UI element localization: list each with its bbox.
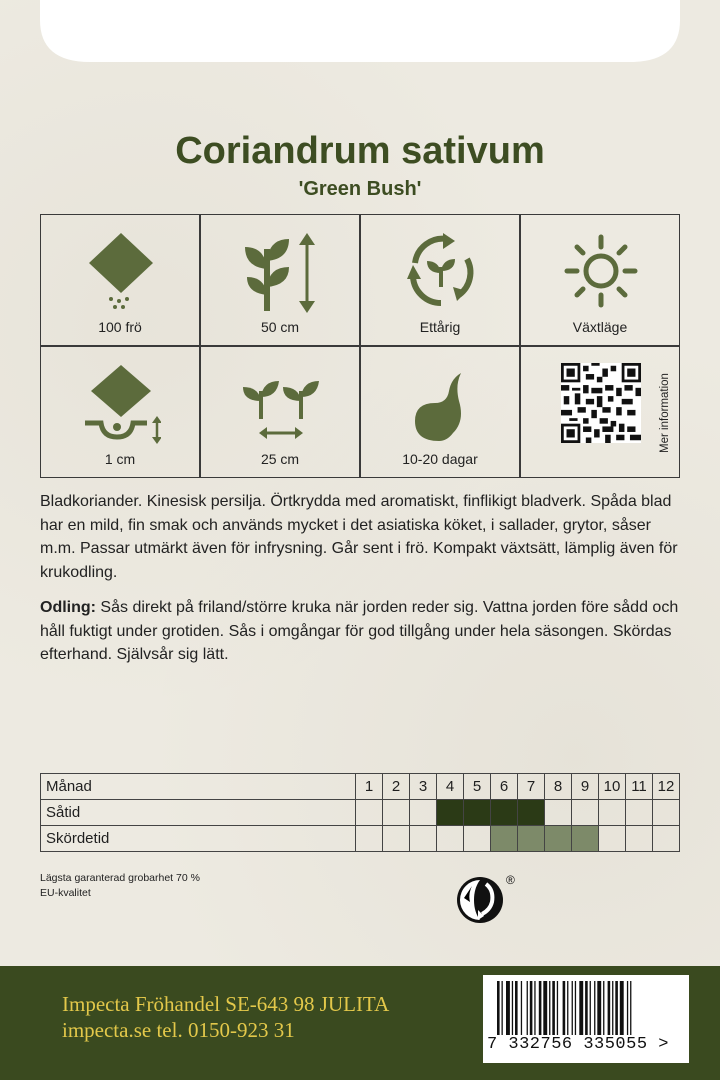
eu-quality: EU-kvalitet bbox=[40, 887, 91, 899]
germination-cell bbox=[360, 346, 520, 478]
month-cell: 10 bbox=[599, 774, 626, 800]
month-cell: 9 bbox=[572, 774, 599, 800]
variety-subtitle: 'Green Bush' bbox=[298, 178, 422, 200]
light-label: Växtläge bbox=[572, 319, 628, 335]
plant-spacing-cell bbox=[200, 346, 360, 478]
barcode-bar bbox=[527, 981, 528, 1035]
cultivation-text: Sås direkt på friland/större kruka när jorden reder sig. Vattna jorden före sådd och håll fuktigt under grotiden. Sås i omgångar för god tillgång under hela säsongen. Skördas efterhand. Självsår sig lätt. bbox=[40, 599, 679, 663]
sun-icon bbox=[561, 229, 641, 313]
harvest-cell bbox=[599, 826, 626, 852]
barcode-bar bbox=[590, 981, 591, 1035]
sow-cell bbox=[437, 800, 464, 826]
barcode-bar bbox=[603, 981, 604, 1035]
hang-tab-cutout bbox=[0, 0, 720, 90]
sow-header: Såtid bbox=[41, 800, 356, 826]
calendar-sow-row bbox=[41, 800, 680, 826]
harvest-cell bbox=[545, 826, 572, 852]
description-paragraph: Bladkoriander. Kinesisk persilja. Örtkrydda med aromatiskt, finflikigt bladverk. Spåda blad har en mild, fin smak och används mycket i det asiatiska köket, i sallader, grytor, såser m.m. Passar utmärkt även för infrysning. Går sent i frö. Kompakt växtsätt, lämplig även för krukodling. bbox=[40, 493, 678, 581]
harvest-cell bbox=[653, 826, 680, 852]
barcode-bar bbox=[515, 981, 518, 1035]
month-cell: 3 bbox=[410, 774, 437, 800]
green-dot-recycle-icon bbox=[456, 872, 516, 926]
calendar-month-row bbox=[41, 774, 680, 800]
barcode-bar bbox=[597, 981, 601, 1035]
barcode-bar bbox=[521, 981, 522, 1035]
barcode-bar bbox=[552, 981, 555, 1035]
harvest-cell bbox=[572, 826, 599, 852]
seed-count-cell bbox=[40, 214, 200, 346]
month-cell: 6 bbox=[491, 774, 518, 800]
sowing-depth-icon bbox=[81, 361, 161, 445]
barcode-bar bbox=[585, 981, 588, 1035]
month-header: Månad bbox=[41, 774, 356, 800]
barcode-bar bbox=[575, 981, 576, 1035]
barcode-bar bbox=[608, 981, 611, 1035]
company-address: Impecta Fröhandel SE-643 98 JULITA bbox=[62, 992, 390, 1016]
plant-spacing-label: 25 cm bbox=[260, 451, 300, 467]
germination-label: 10-20 dagar bbox=[402, 451, 478, 467]
sow-cell bbox=[383, 800, 410, 826]
barcode-bar bbox=[512, 981, 513, 1035]
sow-cell bbox=[626, 800, 653, 826]
barcode-bar bbox=[579, 981, 583, 1035]
sow-cell bbox=[653, 800, 680, 826]
germination-guarantee: Lägsta garanterad grobarhet 70 % bbox=[40, 872, 200, 884]
barcode-bar bbox=[620, 981, 624, 1035]
plant-height-cell bbox=[200, 214, 360, 346]
barcode-bar bbox=[630, 981, 631, 1035]
sow-cell bbox=[545, 800, 572, 826]
lifecycle-cell bbox=[360, 214, 520, 346]
sow-cell bbox=[491, 800, 518, 826]
month-cell: 11 bbox=[626, 774, 653, 800]
sowing-calendar bbox=[40, 773, 680, 852]
month-cell: 8 bbox=[545, 774, 572, 800]
harvest-cell bbox=[518, 826, 545, 852]
product-barcode bbox=[483, 975, 689, 1063]
cultivation-paragraph bbox=[40, 596, 680, 667]
lifecycle-label: Ettårig bbox=[419, 319, 461, 335]
barcode-icon bbox=[483, 975, 689, 1037]
month-cell: 5 bbox=[464, 774, 491, 800]
product-description bbox=[40, 490, 680, 679]
sow-cell bbox=[356, 800, 383, 826]
sow-cell bbox=[464, 800, 491, 826]
species-title: Coriandrum sativum bbox=[175, 130, 545, 172]
annual-cycle-icon bbox=[401, 229, 481, 313]
barcode-bar bbox=[612, 981, 613, 1035]
calendar-harvest-row bbox=[41, 826, 680, 852]
harvest-cell bbox=[410, 826, 437, 852]
barcode-bar bbox=[563, 981, 566, 1035]
cultivation-heading: Odling: bbox=[40, 599, 96, 616]
harvest-header: Skördetid bbox=[41, 826, 356, 852]
harvest-cell bbox=[437, 826, 464, 852]
barcode-bar bbox=[539, 981, 542, 1035]
barcode-bar bbox=[572, 981, 573, 1035]
barcode-bar bbox=[557, 981, 558, 1035]
barcode-bar bbox=[549, 981, 550, 1035]
sowing-depth-label: 1 cm bbox=[104, 451, 136, 467]
month-cell: 4 bbox=[437, 774, 464, 800]
company-contact: impecta.se tel. 0150-923 31 bbox=[62, 1018, 295, 1042]
seed-packet-icon bbox=[81, 229, 161, 313]
plant-height-icon bbox=[241, 229, 321, 313]
barcode-bar bbox=[627, 981, 628, 1035]
barcode-bar bbox=[534, 981, 535, 1035]
harvest-cell bbox=[464, 826, 491, 852]
barcode-number: 7 332756 335055 > bbox=[487, 1035, 669, 1054]
harvest-cell bbox=[491, 826, 518, 852]
seed-count-label: 100 frö bbox=[98, 319, 142, 335]
qr-cell[interactable] bbox=[520, 346, 680, 478]
barcode-bar bbox=[497, 981, 500, 1035]
plant-height-label: 50 cm bbox=[260, 319, 300, 335]
sow-cell bbox=[410, 800, 437, 826]
sow-cell bbox=[599, 800, 626, 826]
qr-code-icon[interactable] bbox=[561, 361, 641, 445]
qr-more-info-text: Mer information bbox=[659, 373, 671, 453]
registered-mark: ® bbox=[506, 873, 515, 887]
month-cell: 7 bbox=[518, 774, 545, 800]
plant-spacing-icon bbox=[241, 361, 321, 445]
harvest-cell bbox=[356, 826, 383, 852]
barcode-bar bbox=[594, 981, 595, 1035]
barcode-bar bbox=[530, 981, 533, 1035]
sow-cell bbox=[572, 800, 599, 826]
harvest-cell bbox=[626, 826, 653, 852]
harvest-cell bbox=[383, 826, 410, 852]
barcode-bar bbox=[506, 981, 510, 1035]
sowing-depth-cell bbox=[40, 346, 200, 478]
barcode-bar bbox=[567, 981, 568, 1035]
month-cell: 2 bbox=[383, 774, 410, 800]
sow-cell bbox=[518, 800, 545, 826]
barcode-bar bbox=[502, 981, 503, 1035]
barcode-bar bbox=[543, 981, 547, 1035]
light-cell bbox=[520, 214, 680, 346]
quality-fine-print bbox=[40, 871, 200, 901]
info-icon-grid bbox=[40, 214, 680, 478]
barcode-bar bbox=[615, 981, 618, 1035]
germination-icon bbox=[401, 361, 481, 445]
month-cell: 12 bbox=[653, 774, 680, 800]
month-cell: 1 bbox=[356, 774, 383, 800]
